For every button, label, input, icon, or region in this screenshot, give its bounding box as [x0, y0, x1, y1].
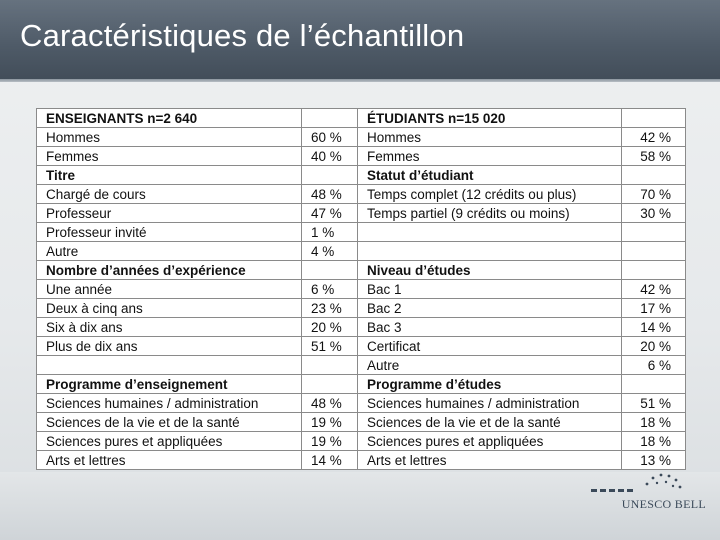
table-row: [37, 280, 686, 299]
table-row: [37, 413, 686, 432]
table-row: [37, 375, 686, 394]
table-cell: [358, 223, 622, 242]
table-row: [37, 223, 686, 242]
table-cell: Statut d’étudiant: [358, 166, 622, 185]
table-row: [37, 318, 686, 337]
table-cell: [302, 166, 358, 185]
table-row: [37, 261, 686, 280]
table-cell: Professeur: [37, 204, 302, 223]
table-cell: Bac 3: [358, 318, 622, 337]
table-cell: 6 %: [622, 356, 686, 375]
table-cell: 4 %: [302, 242, 358, 261]
table-cell: [302, 375, 358, 394]
table-cell: Programme d’enseignement: [37, 375, 302, 394]
table-cell: ENSEIGNANTS n=2 640: [37, 109, 302, 128]
table-row: [37, 204, 686, 223]
table-cell: Niveau d’études: [358, 261, 622, 280]
table-cell: Sciences de la vie et de la santé: [37, 413, 302, 432]
table-row: [37, 432, 686, 451]
title-bar: [0, 0, 720, 82]
table-cell: [302, 109, 358, 128]
table-cell: 70 %: [622, 185, 686, 204]
table-row: [37, 147, 686, 166]
table-cell: [358, 242, 622, 261]
table-cell: 20 %: [302, 318, 358, 337]
logo-text: UNESCO BELL: [621, 497, 706, 511]
table-cell: Temps complet (12 crédits ou plus): [358, 185, 622, 204]
table-cell: [302, 356, 358, 375]
table-cell: 51 %: [302, 337, 358, 356]
table-cell: Femmes: [358, 147, 622, 166]
table-cell: Sciences de la vie et de la santé: [358, 413, 622, 432]
slide-title: Caractéristiques de l’échantillon: [20, 18, 465, 53]
sample-table-body: [37, 109, 686, 470]
table-row: [37, 242, 686, 261]
table-cell: Hommes: [358, 128, 622, 147]
table-cell: 30 %: [622, 204, 686, 223]
table-cell: 19 %: [302, 432, 358, 451]
table-cell: Programme d’études: [358, 375, 622, 394]
table-cell: [622, 242, 686, 261]
table-cell: Deux à cinq ans: [37, 299, 302, 318]
chaire-unesco-bell-logo-icon: [591, 472, 706, 520]
table-cell: Six à dix ans: [37, 318, 302, 337]
table-cell: [622, 223, 686, 242]
table-cell: 40 %: [302, 147, 358, 166]
table-cell: 20 %: [622, 337, 686, 356]
table-row: [37, 128, 686, 147]
table-cell: Certificat: [358, 337, 622, 356]
table-cell: 58 %: [622, 147, 686, 166]
table-cell: Arts et lettres: [37, 451, 302, 470]
table-cell: 42 %: [622, 128, 686, 147]
table-row: [37, 356, 686, 375]
sample-table: [36, 108, 686, 470]
table-cell: 23 %: [302, 299, 358, 318]
table-cell: Autre: [37, 242, 302, 261]
table-cell: 13 %: [622, 451, 686, 470]
table-cell: Temps partiel (9 crédits ou moins): [358, 204, 622, 223]
table-cell: 60 %: [302, 128, 358, 147]
table-cell: Plus de dix ans: [37, 337, 302, 356]
table-cell: 47 %: [302, 204, 358, 223]
table-cell: [622, 166, 686, 185]
table-row: [37, 451, 686, 470]
table-cell: 17 %: [622, 299, 686, 318]
table-cell: Bac 1: [358, 280, 622, 299]
table-cell: Titre: [37, 166, 302, 185]
table-cell: 42 %: [622, 280, 686, 299]
table-row: [37, 109, 686, 128]
table-cell: Sciences humaines / administration: [358, 394, 622, 413]
table-row: [37, 337, 686, 356]
table-cell: 1 %: [302, 223, 358, 242]
table-cell: Sciences humaines / administration: [37, 394, 302, 413]
table-row: [37, 394, 686, 413]
table-cell: Femmes: [37, 147, 302, 166]
table-cell: 18 %: [622, 432, 686, 451]
table-cell: 6 %: [302, 280, 358, 299]
table-cell: Sciences pures et appliquées: [358, 432, 622, 451]
table-cell: [37, 356, 302, 375]
table-cell: 48 %: [302, 394, 358, 413]
table-cell: [622, 375, 686, 394]
table-cell: Professeur invité: [37, 223, 302, 242]
table-cell: Bac 2: [358, 299, 622, 318]
table-cell: Autre: [358, 356, 622, 375]
table-cell: [302, 261, 358, 280]
table-cell: Nombre d’années d’expérience: [37, 261, 302, 280]
logo: [591, 472, 706, 520]
table-cell: [622, 109, 686, 128]
table-cell: Hommes: [37, 128, 302, 147]
table-cell: 19 %: [302, 413, 358, 432]
table-cell: Une année: [37, 280, 302, 299]
table-cell: 14 %: [622, 318, 686, 337]
table-cell: Sciences pures et appliquées: [37, 432, 302, 451]
table-cell: [622, 261, 686, 280]
table-cell: Chargé de cours: [37, 185, 302, 204]
table-cell: 18 %: [622, 413, 686, 432]
table-cell: 14 %: [302, 451, 358, 470]
table-row: [37, 166, 686, 185]
table-cell: 48 %: [302, 185, 358, 204]
table-row: [37, 185, 686, 204]
table-cell: 51 %: [622, 394, 686, 413]
table-cell: Arts et lettres: [358, 451, 622, 470]
table-cell: ÉTUDIANTS n=15 020: [358, 109, 622, 128]
table-row: [37, 299, 686, 318]
